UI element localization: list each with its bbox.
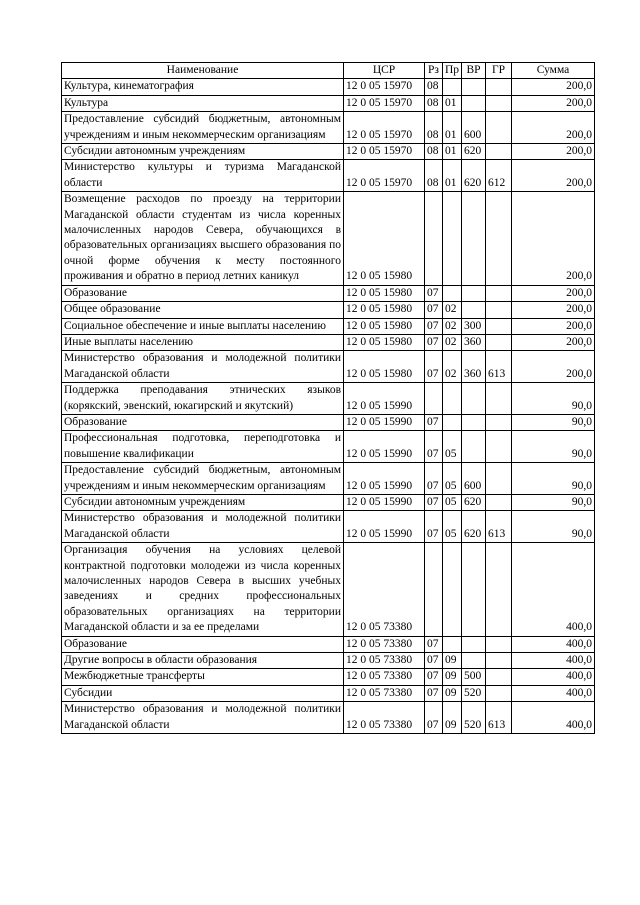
- row-gr: [486, 543, 512, 636]
- row-rz: 07: [425, 463, 443, 495]
- row-pr: 09: [443, 702, 462, 734]
- table-row: [62, 414, 595, 430]
- table-row: [62, 653, 595, 669]
- row-pr: [443, 383, 462, 415]
- row-pr: 02: [443, 334, 462, 350]
- header-sum: Сумма: [512, 63, 595, 79]
- table-row: [62, 543, 595, 636]
- row-sum: 200,0: [512, 351, 595, 383]
- table-row: [62, 318, 595, 334]
- row-csr: 12 0 05 73380: [344, 653, 425, 669]
- row-name: Социальное обеспечение и иные выплаты населению: [62, 318, 344, 334]
- row-gr: [486, 112, 512, 144]
- row-name: Субсидии автономным учреждениям: [62, 144, 344, 160]
- row-pr: 01: [443, 95, 462, 111]
- row-vr: [462, 653, 486, 669]
- row-vr: 300: [462, 318, 486, 334]
- row-vr: 600: [462, 463, 486, 495]
- row-pr: 01: [443, 160, 462, 192]
- row-rz: 08: [425, 144, 443, 160]
- row-csr: 12 0 05 15970: [344, 95, 425, 111]
- row-name: Министерство образования и молодежной политики Магаданской области: [62, 511, 344, 543]
- row-vr: 520: [462, 685, 486, 701]
- header-pr: Пр: [443, 63, 462, 79]
- row-csr: 12 0 05 15990: [344, 414, 425, 430]
- row-sum: 90,0: [512, 463, 595, 495]
- row-vr: 360: [462, 334, 486, 350]
- row-csr: 12 0 05 15980: [344, 318, 425, 334]
- row-sum: 200,0: [512, 79, 595, 95]
- row-vr: [462, 543, 486, 636]
- table-row: [62, 511, 595, 543]
- row-name: Субсидии: [62, 685, 344, 701]
- table-row: [62, 494, 595, 510]
- row-vr: 520: [462, 702, 486, 734]
- row-csr: 12 0 05 15980: [344, 285, 425, 301]
- row-sum: 200,0: [512, 112, 595, 144]
- header-rz: Рз: [425, 63, 443, 79]
- table-row: [62, 431, 595, 463]
- row-name: Культура, кинематография: [62, 79, 344, 95]
- row-name: Общее образование: [62, 302, 344, 318]
- row-vr: 360: [462, 351, 486, 383]
- table-row: [62, 636, 595, 652]
- table-row: [62, 160, 595, 192]
- row-gr: [486, 494, 512, 510]
- row-rz: 07: [425, 285, 443, 301]
- table-row: [62, 285, 595, 301]
- row-gr: 613: [486, 511, 512, 543]
- row-csr: 12 0 05 15970: [344, 112, 425, 144]
- row-pr: 01: [443, 144, 462, 160]
- row-vr: 500: [462, 669, 486, 685]
- row-rz: 08: [425, 95, 443, 111]
- row-pr: 01: [443, 112, 462, 144]
- row-gr: 613: [486, 702, 512, 734]
- row-gr: [486, 79, 512, 95]
- row-csr: 12 0 05 73380: [344, 636, 425, 652]
- row-vr: [462, 636, 486, 652]
- row-csr: 12 0 05 15980: [344, 334, 425, 350]
- row-sum: 200,0: [512, 302, 595, 318]
- row-name: Иные выплаты населению: [62, 334, 344, 350]
- table-row: [62, 144, 595, 160]
- row-gr: [486, 463, 512, 495]
- row-gr: [486, 334, 512, 350]
- row-name: Образование: [62, 414, 344, 430]
- row-vr: [462, 285, 486, 301]
- row-sum: 90,0: [512, 431, 595, 463]
- row-csr: 12 0 05 15980: [344, 192, 425, 285]
- row-gr: 613: [486, 351, 512, 383]
- table-row: [62, 302, 595, 318]
- row-csr: 12 0 05 15980: [344, 302, 425, 318]
- row-csr: 12 0 05 15970: [344, 144, 425, 160]
- row-sum: 200,0: [512, 160, 595, 192]
- row-name: Культура: [62, 95, 344, 111]
- row-sum: 400,0: [512, 636, 595, 652]
- row-gr: [486, 653, 512, 669]
- row-pr: [443, 285, 462, 301]
- row-sum: 90,0: [512, 511, 595, 543]
- row-pr: 09: [443, 685, 462, 701]
- header-gr: ГР: [486, 63, 512, 79]
- row-name: Образование: [62, 285, 344, 301]
- row-name: Субсидии автономным учреждениям: [62, 494, 344, 510]
- row-gr: [486, 414, 512, 430]
- row-sum: 400,0: [512, 669, 595, 685]
- row-csr: 12 0 05 15990: [344, 383, 425, 415]
- row-sum: 90,0: [512, 494, 595, 510]
- row-sum: 200,0: [512, 95, 595, 111]
- row-csr: 12 0 05 15990: [344, 463, 425, 495]
- row-sum: 400,0: [512, 543, 595, 636]
- row-rz: [425, 543, 443, 636]
- row-sum: 400,0: [512, 685, 595, 701]
- row-gr: [486, 285, 512, 301]
- row-vr: [462, 192, 486, 285]
- row-pr: 09: [443, 653, 462, 669]
- row-csr: 12 0 05 15990: [344, 431, 425, 463]
- table-row: [62, 685, 595, 701]
- row-name: Министерство образования и молодежной политики Магаданской области: [62, 351, 344, 383]
- row-csr: 12 0 05 73380: [344, 685, 425, 701]
- row-vr: [462, 95, 486, 111]
- row-pr: [443, 192, 462, 285]
- row-vr: [462, 431, 486, 463]
- row-pr: 05: [443, 511, 462, 543]
- row-name: Министерство культуры и туризма Магаданской области: [62, 160, 344, 192]
- row-sum: 200,0: [512, 192, 595, 285]
- row-rz: 07: [425, 653, 443, 669]
- row-rz: 07: [425, 636, 443, 652]
- row-gr: [486, 685, 512, 701]
- row-pr: [443, 414, 462, 430]
- row-name: Министерство образования и молодежной политики Магаданской области: [62, 702, 344, 734]
- row-rz: 07: [425, 302, 443, 318]
- row-name: Организация обучения на условиях целевой контрактной подготовки молодежи из числа коренных малочисленных народов Севера в высших учебных заведениях и средних профессиональных образовательных организациях на территории Магаданской области и за ее пределами: [62, 543, 344, 636]
- row-rz: 08: [425, 112, 443, 144]
- row-pr: [443, 636, 462, 652]
- row-vr: 620: [462, 494, 486, 510]
- header-vr: ВР: [462, 63, 486, 79]
- row-sum: 200,0: [512, 318, 595, 334]
- table-row: [62, 334, 595, 350]
- row-pr: 05: [443, 431, 462, 463]
- row-vr: 620: [462, 160, 486, 192]
- row-name: Возмещение расходов по проезду на территории Магаданской области студентам из числа коренных малочисленных народов Севера, обучающихся в образовательных организациях высшего образования по очной форме обучения к месту постоянного проживания и обратно в период летних каникул: [62, 192, 344, 285]
- row-name: Предоставление субсидий бюджетным, автономным учреждениям и иным некоммерческим организациям: [62, 463, 344, 495]
- row-rz: 07: [425, 431, 443, 463]
- row-csr: 12 0 05 15970: [344, 79, 425, 95]
- row-name: Образование: [62, 636, 344, 652]
- row-rz: 07: [425, 494, 443, 510]
- row-name: Поддержка преподавания этнических языков (корякский, эвенский, юкагирский и якутский): [62, 383, 344, 415]
- row-rz: [425, 192, 443, 285]
- table-row: [62, 702, 595, 734]
- row-vr: 620: [462, 144, 486, 160]
- table-row: [62, 79, 595, 95]
- row-rz: 07: [425, 702, 443, 734]
- row-sum: 400,0: [512, 702, 595, 734]
- row-csr: 12 0 05 15980: [344, 351, 425, 383]
- row-vr: [462, 414, 486, 430]
- row-rz: 07: [425, 414, 443, 430]
- row-pr: 02: [443, 302, 462, 318]
- row-rz: 08: [425, 160, 443, 192]
- row-sum: 400,0: [512, 653, 595, 669]
- row-rz: 07: [425, 318, 443, 334]
- table-row: [62, 463, 595, 495]
- row-sum: 200,0: [512, 144, 595, 160]
- row-sum: 90,0: [512, 383, 595, 415]
- row-rz: 08: [425, 79, 443, 95]
- header-csr: ЦСР: [344, 63, 425, 79]
- row-rz: [425, 383, 443, 415]
- row-pr: 05: [443, 463, 462, 495]
- header-row: [62, 63, 595, 79]
- row-csr: 12 0 05 73380: [344, 669, 425, 685]
- row-vr: [462, 79, 486, 95]
- table-row: [62, 351, 595, 383]
- row-rz: 07: [425, 511, 443, 543]
- table-body: [62, 79, 595, 734]
- row-pr: [443, 543, 462, 636]
- row-rz: 07: [425, 351, 443, 383]
- row-gr: 612: [486, 160, 512, 192]
- table-row: [62, 383, 595, 415]
- header-name: Наименование: [62, 63, 344, 79]
- row-pr: 09: [443, 669, 462, 685]
- budget-table: [61, 62, 595, 734]
- row-vr: [462, 302, 486, 318]
- row-sum: 200,0: [512, 334, 595, 350]
- table-row: [62, 112, 595, 144]
- row-name: Профессиональная подготовка, переподготовка и повышение квалификации: [62, 431, 344, 463]
- row-gr: [486, 636, 512, 652]
- row-csr: 12 0 05 15990: [344, 494, 425, 510]
- table-row: [62, 192, 595, 285]
- row-rz: 07: [425, 334, 443, 350]
- row-rz: 07: [425, 685, 443, 701]
- row-name: Межбюджетные трансферты: [62, 669, 344, 685]
- row-gr: [486, 669, 512, 685]
- row-vr: 620: [462, 511, 486, 543]
- row-csr: 12 0 05 73380: [344, 702, 425, 734]
- row-gr: [486, 431, 512, 463]
- row-pr: 02: [443, 351, 462, 383]
- row-name: Другие вопросы в области образования: [62, 653, 344, 669]
- row-pr: [443, 79, 462, 95]
- row-gr: [486, 192, 512, 285]
- row-pr: 02: [443, 318, 462, 334]
- row-csr: 12 0 05 73380: [344, 543, 425, 636]
- row-gr: [486, 302, 512, 318]
- row-gr: [486, 95, 512, 111]
- row-gr: [486, 383, 512, 415]
- row-csr: 12 0 05 15970: [344, 160, 425, 192]
- table-row: [62, 95, 595, 111]
- row-name: Предоставление субсидий бюджетным, автономным учреждениям и иным некоммерческим организациям: [62, 112, 344, 144]
- row-gr: [486, 318, 512, 334]
- row-vr: [462, 383, 486, 415]
- row-sum: 90,0: [512, 414, 595, 430]
- table-row: [62, 669, 595, 685]
- row-vr: 600: [462, 112, 486, 144]
- row-pr: 05: [443, 494, 462, 510]
- row-rz: 07: [425, 669, 443, 685]
- row-gr: [486, 144, 512, 160]
- row-csr: 12 0 05 15990: [344, 511, 425, 543]
- row-sum: 200,0: [512, 285, 595, 301]
